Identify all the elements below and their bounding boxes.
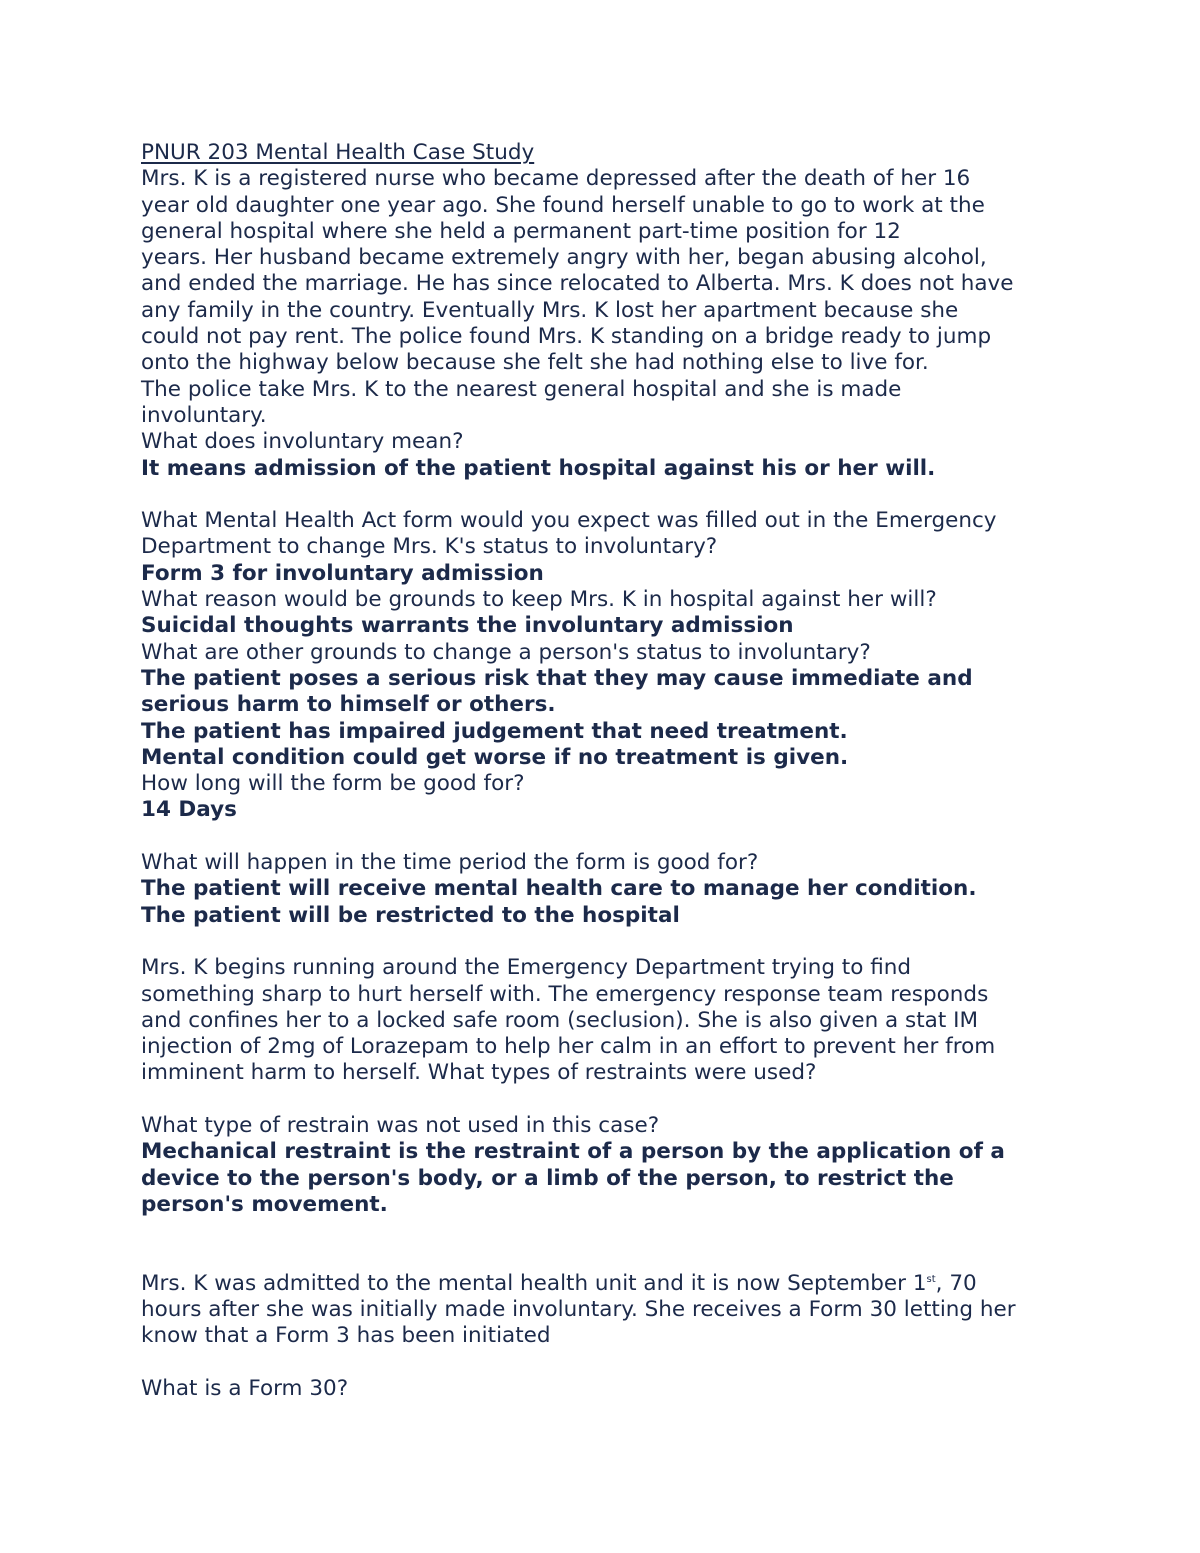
paragraph-line: injection of 2mg of Lorazepam to help her calm in an effort to prevent her from bbox=[141, 1034, 996, 1060]
question-7: What type of restrain was not used in this case? bbox=[141, 1112, 660, 1138]
answer-5: 14 Days bbox=[141, 797, 237, 823]
admission-text: Mrs. K was admitted to the mental health unit and it is now September 1 bbox=[141, 1270, 927, 1296]
scenario-paragraph bbox=[141, 955, 1076, 1086]
paragraph-line bbox=[141, 1271, 1076, 1297]
spacer bbox=[141, 1218, 1076, 1244]
answer-7-line: Mechanical restraint is the restraint of a person by the application of a bbox=[141, 1139, 1005, 1165]
answer-3: Suicidal thoughts warrants the involuntary admission bbox=[141, 613, 794, 639]
answer-4-line: The patient has impaired judgement that need treatment. bbox=[141, 718, 848, 744]
question-4: What are other grounds to change a person's status to involuntary? bbox=[141, 639, 871, 665]
paragraph-line: and confines her to a locked safe room (seclusion). She is also given a stat IM bbox=[141, 1007, 979, 1033]
answer-2: Form 3 for involuntary admission bbox=[141, 560, 544, 586]
paragraph-line: Mrs. K is a registered nurse who became depressed after the death of her 16 bbox=[141, 166, 971, 192]
question-8: What is a Form 30? bbox=[141, 1375, 349, 1401]
paragraph-line: any family in the country. Eventually Mrs. K lost her apartment because she bbox=[141, 297, 959, 323]
question-2-line: What Mental Health Act form would you expect was filled out in the Emergency bbox=[141, 508, 997, 534]
question-5: How long will the form be good for? bbox=[141, 771, 525, 797]
paragraph-line: hours after she was initially made involuntary. She receives a Form 30 letting her bbox=[141, 1297, 1016, 1323]
paragraph-line: involuntary. bbox=[141, 402, 267, 428]
answer-7-line: device to the person's body, or a limb of the person, to restrict the bbox=[141, 1165, 954, 1191]
answer-7-line: person's movement. bbox=[141, 1191, 388, 1217]
paragraph-line: imminent harm to herself. What types of restraints were used? bbox=[141, 1060, 817, 1086]
answer-6-line: The patient will receive mental health care to manage her condition. bbox=[141, 876, 977, 902]
admission-paragraph bbox=[141, 1271, 1076, 1350]
paragraph-line: and ended the marriage. He has since relocated to Alberta. Mrs. K does not have bbox=[141, 271, 1014, 297]
spacer bbox=[141, 929, 1076, 955]
paragraph-line: onto the highway below because she felt she had nothing else to live for. bbox=[141, 350, 929, 376]
spacer bbox=[141, 1350, 1076, 1376]
paragraph-line: years. Her husband became extremely angry with her, began abusing alcohol, bbox=[141, 245, 987, 271]
document-page bbox=[141, 140, 1076, 1402]
paragraph-line: year old daughter one year ago. She found herself unable to go to work at the bbox=[141, 192, 985, 218]
admission-text: , 70 bbox=[935, 1270, 977, 1296]
document-title: PNUR 203 Mental Health Case Study bbox=[141, 140, 535, 165]
question-6: What will happen in the time period the form is good for? bbox=[141, 850, 759, 876]
spacer bbox=[141, 824, 1076, 850]
spacer bbox=[141, 482, 1076, 508]
question-2-line: Department to change Mrs. K's status to involuntary? bbox=[141, 534, 718, 560]
paragraph-line: general hospital where she held a permanent part-time position for 12 bbox=[141, 218, 901, 244]
spacer bbox=[141, 1087, 1076, 1113]
answer-1: It means admission of the patient hospital against his or her will. bbox=[141, 455, 936, 481]
question-3: What reason would be grounds to keep Mrs. K in hospital against her will? bbox=[141, 587, 937, 613]
answer-4-line: The patient poses a serious risk that they may cause immediate and bbox=[141, 665, 973, 691]
case-intro bbox=[141, 166, 1076, 429]
paragraph-line: Mrs. K begins running around the Emergency Department trying to find bbox=[141, 955, 912, 981]
paragraph-line: The police take Mrs. K to the nearest general hospital and she is made bbox=[141, 376, 902, 402]
spacer bbox=[141, 1244, 1076, 1270]
answer-6-line: The patient will be restricted to the hospital bbox=[141, 902, 680, 928]
paragraph-line: could not pay rent. The police found Mrs. K standing on a bridge ready to jump bbox=[141, 324, 992, 350]
answer-4-line: serious harm to himself or others. bbox=[141, 692, 556, 718]
paragraph-line: know that a Form 3 has been initiated bbox=[141, 1323, 551, 1349]
ordinal-suffix: st bbox=[926, 1273, 936, 1285]
question-1: What does involuntary mean? bbox=[141, 429, 464, 455]
paragraph-line: something sharp to hurt herself with. The emergency response team responds bbox=[141, 981, 989, 1007]
answer-4-line: Mental condition could get worse if no treatment is given. bbox=[141, 744, 849, 770]
